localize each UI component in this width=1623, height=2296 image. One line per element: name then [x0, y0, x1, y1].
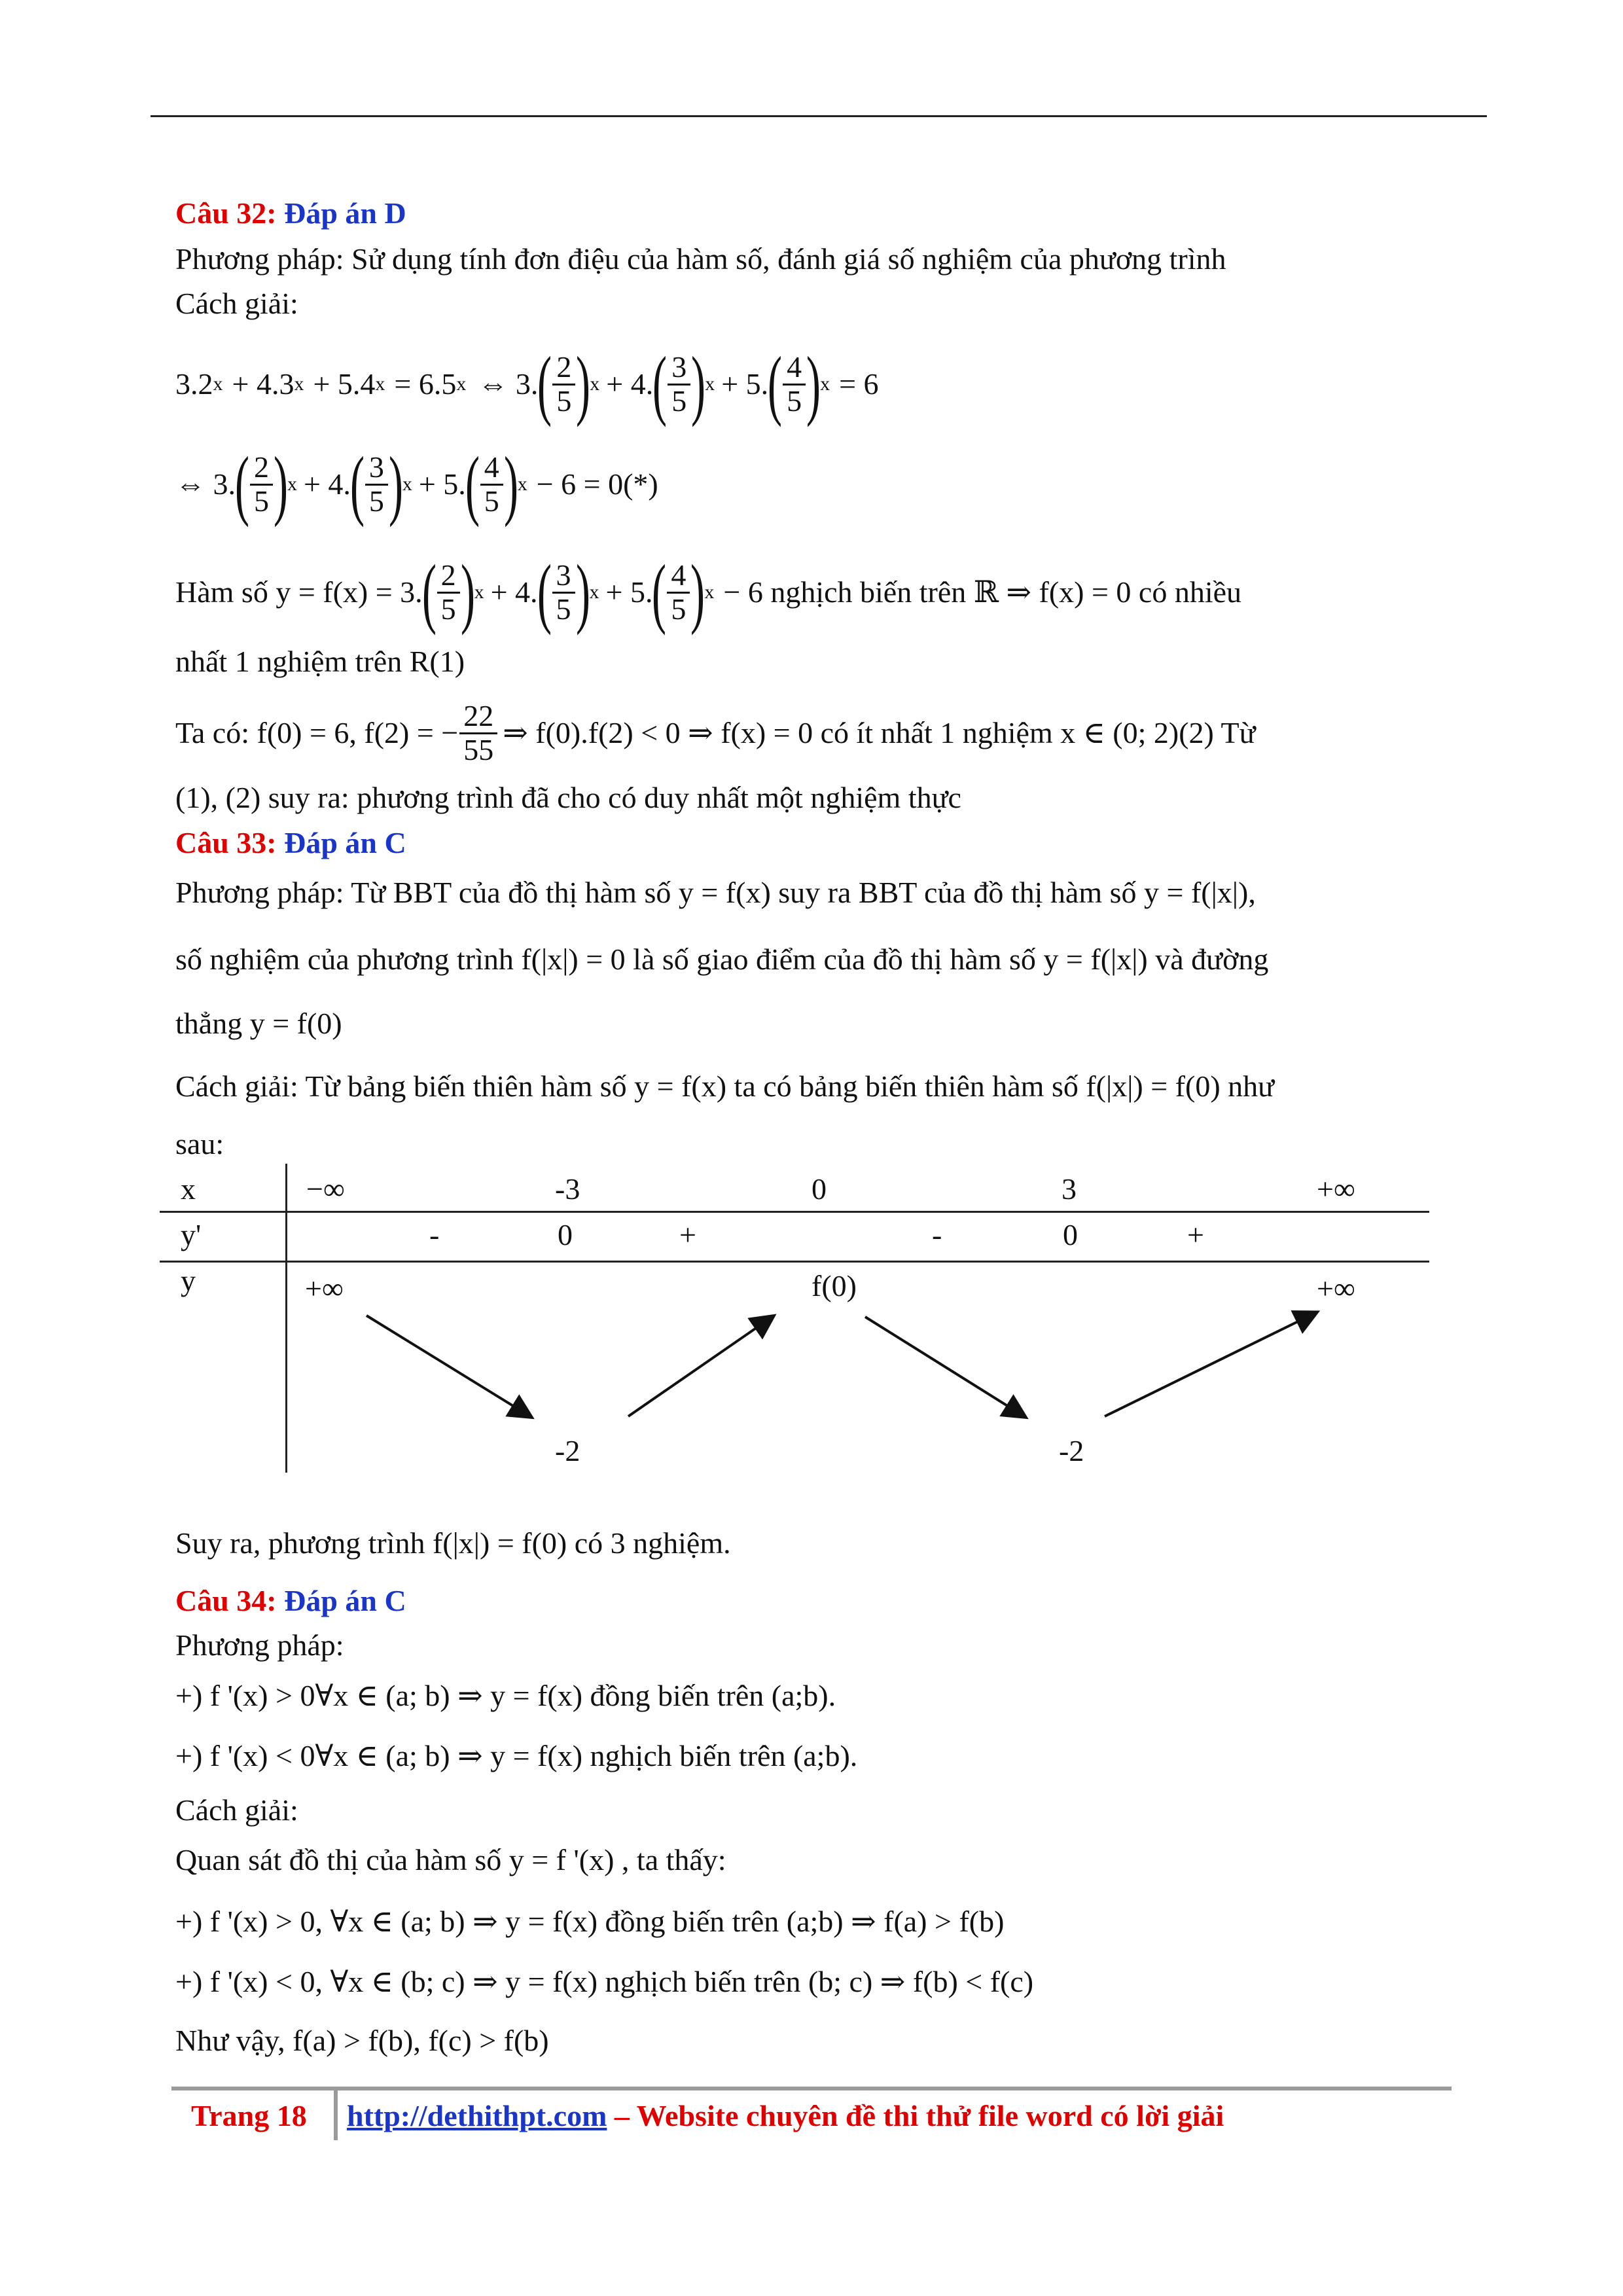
q34-answer: Đáp án C: [284, 1584, 406, 1617]
q32-header: [175, 196, 406, 231]
q32-equation-1: 3.2 x + 4.3 x + 5.4 x = 6.5 x ⇔ 3. ( $\frac{2}{5}$ ) x + 4. ( $\frac{3}{5}$ ) x + 5. ( $\frac{4}{5}$ ) x = 6: [175, 340, 879, 427]
table-label-y: y: [181, 1264, 196, 1297]
q32-method: Phương pháp: Sử dụng tính đơn điệu của hàm số, đánh giá số nghiệm của phương trình: [175, 242, 1226, 276]
q32-taco-line: Ta có: f(0) = 6, f(2) = − $\frac{22}{55}$ ⇒ f(0).f(2) < 0 ⇒ f(x) = 0 có ít nhất 1 nghiệm x ∈ (0; 2)(2) Từ: [175, 699, 1256, 766]
yp-sign-5: 0: [1063, 1218, 1078, 1251]
table-line-vertical: [285, 1164, 287, 1473]
q33-header: [175, 826, 406, 861]
footer-tagline: – Website chuyên đề thi thử file word có lời giải: [607, 2099, 1224, 2132]
q34-line-8: Như vậy, f(a) > f(b), f(c) > f(b): [175, 2024, 549, 2057]
q32-equation-2: ⇔ 3. ( $\frac{2}{5}$ ) x + 4. ( $\frac{3}{5}$ ) x + 5. ( $\frac{4}{5}$ ) x − 6 = 0(*): [175, 440, 658, 528]
q32-ham-so-line: Hàm số y = f(x) = 3. ( $\frac{2}{5}$ ) x + 4. ( $\frac{3}{5}$ ) x + 5. ( $\frac{4}{5}$ ) x − 6 nghịch biến trên ℝ ⇒ f(x) = 0 có nhiều: [175, 548, 1242, 636]
q34-line-6: +) f '(x) > 0, ∀x ∈ (a; b) ⇒ y = f(x) đồng biến trên (a;b) ⇒ f(a) > f(b): [175, 1905, 1005, 1938]
q32-conclusion: (1), (2) suy ra: phương trình đã cho có duy nhất một nghiệm thực: [175, 781, 961, 814]
q32-nhat-line: nhất 1 nghiệm trên R(1): [175, 645, 465, 678]
q33-suyra: Suy ra, phương trình f(|x|) = f(0) có 3 nghiệm.: [175, 1526, 731, 1560]
q32-number: Câu 32:: [175, 196, 277, 230]
q34-line-3: +) f '(x) < 0∀x ∈ (a; b) ⇒ y = f(x) nghịch biến trên (a;b).: [175, 1739, 858, 1772]
y-bottom-left: -2: [555, 1434, 580, 1467]
arrow-up-2: [1105, 1313, 1315, 1416]
table-label-x: x: [181, 1172, 196, 1206]
arrow-down-1: [366, 1316, 530, 1416]
footer-text: [347, 2098, 1224, 2133]
x-val-neg3: -3: [555, 1172, 580, 1206]
table-line-h2: [160, 1261, 1429, 1263]
footer-link[interactable]: http://dethithpt.com: [347, 2099, 607, 2132]
yp-sign-1: -: [429, 1218, 440, 1251]
arrow-down-2: [865, 1317, 1024, 1416]
y-bottom-right: -2: [1059, 1434, 1084, 1467]
x-val-3: 3: [1061, 1172, 1077, 1206]
q33-answer: Đáp án C: [284, 826, 406, 859]
yp-sign-2: 0: [558, 1218, 573, 1251]
top-rule: [151, 115, 1487, 117]
arrow-up-1: [628, 1317, 772, 1416]
yp-sign-6: +: [1187, 1218, 1204, 1251]
x-val-0: 0: [812, 1172, 827, 1206]
q34-line-4: Cách giải:: [175, 1793, 298, 1827]
q32-answer: Đáp án D: [284, 196, 406, 230]
q34-line-7: +) f '(x) < 0, ∀x ∈ (b; c) ⇒ y = f(x) nghịch biến trên (b; c) ⇒ f(b) < f(c): [175, 1965, 1034, 1998]
q32-cachgiai: Cách giải:: [175, 287, 298, 320]
footer-rule: [171, 2087, 1452, 2090]
q34-line-5: Quan sát đồ thị của hàm số y = f '(x) , ta thấy:: [175, 1843, 726, 1876]
q34-line-1: Phương pháp:: [175, 1628, 344, 1662]
x-val-pos-inf: +∞: [1317, 1172, 1355, 1206]
q33-line-1: Phương pháp: Từ BBT của đồ thị hàm số y = f(x) suy ra BBT của đồ thị hàm số y = f(|x|),: [175, 876, 1256, 909]
y-top-right: +∞: [1317, 1272, 1355, 1305]
q34-number: Câu 34:: [175, 1584, 277, 1617]
table-line-h1: [160, 1211, 1429, 1213]
table-label-yprime: y': [181, 1218, 202, 1251]
y-top-mid: f(0): [812, 1269, 857, 1302]
q33-line-4: Cách giải: Từ bảng biến thiên hàm số y = f(x) ta có bảng biến thiên hàm số f(|x|) = f(0) như: [175, 1069, 1275, 1103]
q33-number: Câu 33:: [175, 826, 277, 859]
q33-line-3: thẳng y = f(0): [175, 1007, 342, 1040]
q33-line-2: số nghiệm của phương trình f(|x|) = 0 là số giao điểm của đồ thị hàm số y = f(|x|) và đường: [175, 942, 1269, 976]
footer-divider: [334, 2090, 338, 2140]
yp-sign-4: -: [932, 1218, 942, 1251]
y-top-left: +∞: [305, 1272, 344, 1305]
yp-sign-3: +: [679, 1218, 696, 1251]
footer-page: Trang 18: [191, 2099, 307, 2132]
x-val-neg-inf: −∞: [306, 1172, 345, 1206]
q33-line-5: sau:: [175, 1127, 224, 1160]
q34-line-2: +) f '(x) > 0∀x ∈ (a; b) ⇒ y = f(x) đồng biến trên (a;b).: [175, 1679, 836, 1712]
q34-header: [175, 1584, 406, 1619]
